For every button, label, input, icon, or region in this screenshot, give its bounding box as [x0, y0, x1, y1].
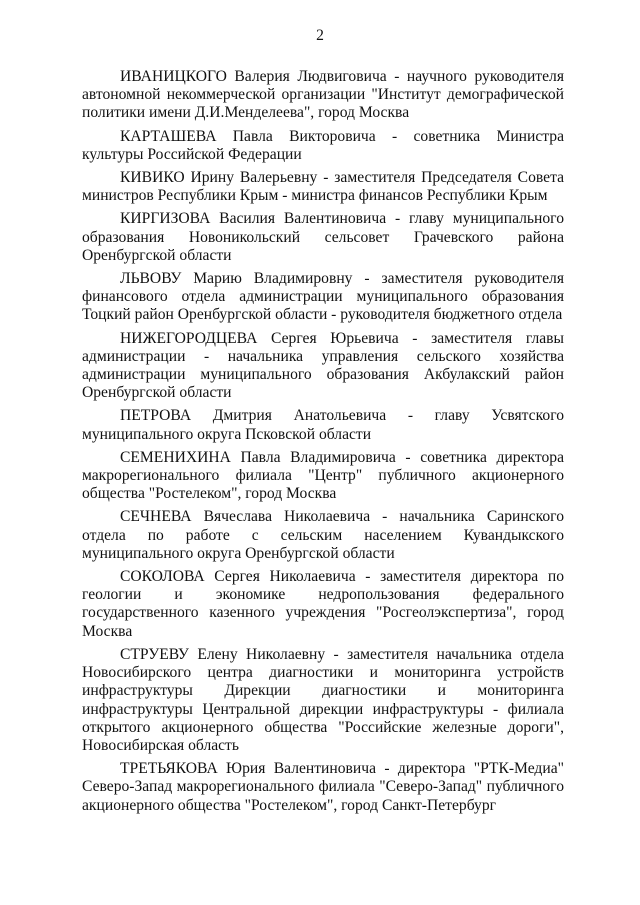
list-item: ПЕТРОВА Дмитрия Анатольевича - главу Усвятского муниципального округа Псковской области — [82, 407, 564, 443]
list-item: КАРТАШЕВА Павла Викторовича - советника Министра культуры Российской Федерации — [82, 127, 564, 163]
list-item: ТРЕТЬЯКОВА Юрия Валентиновича - директора "РТК-Медиа" Северо-Запад макрорегионального филиала "Северо-Запад" публичного акционерного общества "Ростелеком", город Санкт-Петербург — [82, 760, 564, 814]
list-item: КИВИКО Ирину Валерьевну - заместителя Председателя Совета министров Республики Крым - министра финансов Республики Крым — [82, 169, 564, 205]
page-number: 2 — [316, 27, 324, 44]
list-item: КИРГИЗОВА Василия Валентиновича - главу муниципального образования Новоникольский сельсовет Грачевского района Оренбургской области — [82, 210, 564, 264]
list-item: ЛЬВОВУ Марию Владимировну - заместителя руководителя финансового отдела администрации муниципального образования Тоцкий район Оренбургской области - руководителя бюджетного отдела — [82, 270, 564, 324]
list-item: ИВАНИЦКОГО Валерия Людвиговича - научного руководителя автономной некоммерческой организации "Институт демографической политики имени Д.И.Менделеева", город Москва — [82, 68, 564, 122]
list-item: СОКОЛОВА Сергея Николаевича - заместителя директора по геологии и экономике недропользования федерального государственного казенного учреждения "Росгеолэкспертиза", город Москва — [82, 568, 564, 640]
list-item: СЕМЕНИХИНА Павла Владимировича - советника директора макрорегионального филиала "Центр" публичного акционерного общества "Ростелеком", город Москва — [82, 448, 564, 503]
list-item: СТРУЕВУ Елену Николаевну - заместителя начальника отдела Новосибирского центра диагностики и мониторинга устройств инфраструктуры Дирекции диагностики и мониторинга инфраструктуры Центральной дирекции инфраструктуры - филиала открытого акционерного общества "Российские железные дороги", Новосибирская область — [82, 645, 564, 754]
list-item: НИЖЕГОРОДЦЕВА Сергея Юрьевича - заместителя главы администрации - начальника управления сельского хозяйства администрации муниципального образования Акбулакский район Оренбургской области — [82, 329, 564, 402]
award-list — [82, 68, 564, 815]
list-item: СЕЧНЕВА Вячеслава Николаевича - начальника Саринского отдела по работе с сельским населением Кувандыкского муниципального округа Оренбургской области — [82, 508, 564, 562]
